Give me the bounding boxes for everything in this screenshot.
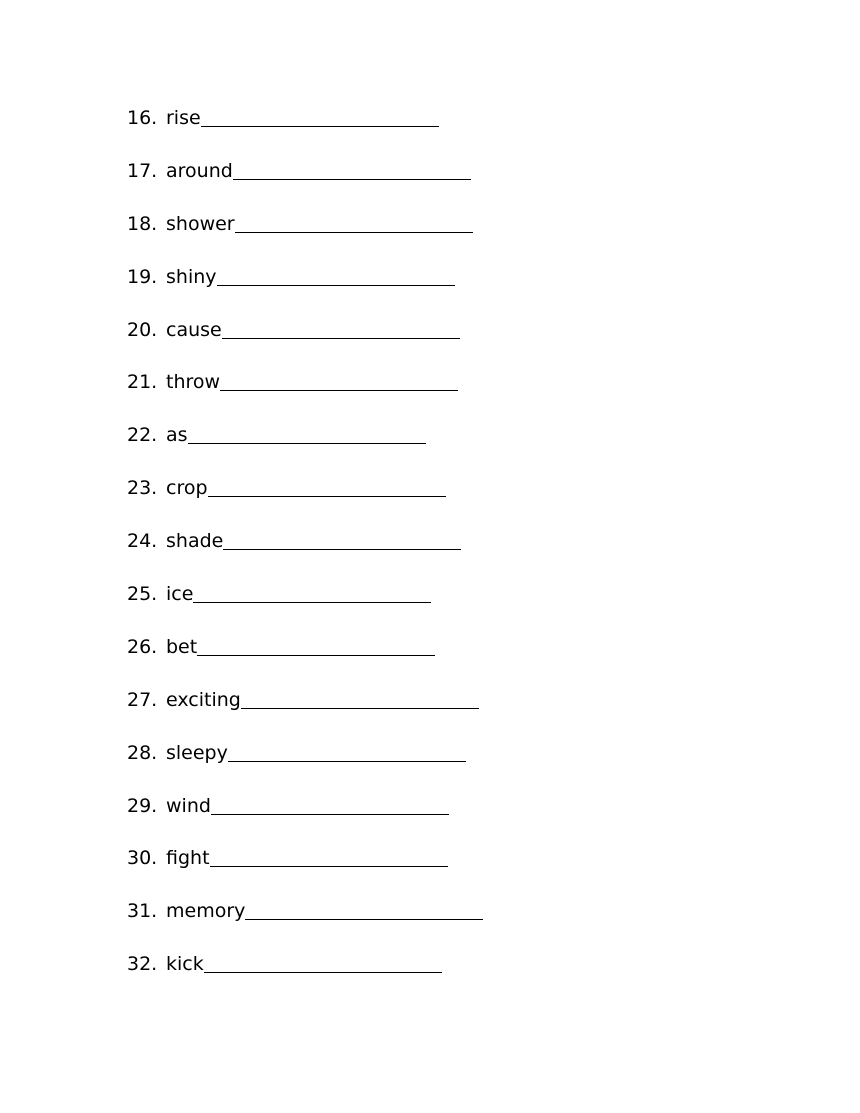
vocabulary-word: exciting <box>166 688 241 711</box>
item-number: 18. <box>127 212 158 235</box>
vocabulary-word: throw <box>166 371 221 394</box>
list-item <box>127 316 827 369</box>
list-item <box>127 792 827 845</box>
answer-blank[interactable] <box>197 633 435 656</box>
vocabulary-word: sleepy <box>166 741 228 764</box>
vocabulary-word: crop <box>166 477 208 500</box>
answer-blank[interactable] <box>220 368 458 391</box>
vocabulary-word: cause <box>166 318 222 341</box>
answer-blank[interactable] <box>235 210 473 233</box>
item-number: 22. <box>127 424 158 447</box>
list-item <box>127 739 827 792</box>
item-number: 29. <box>127 794 158 817</box>
vocabulary-word: shower <box>166 212 235 235</box>
item-number: 27. <box>127 688 158 711</box>
item-number: 17. <box>127 159 158 182</box>
vocabulary-word: rise <box>166 107 201 129</box>
list-item <box>127 844 827 897</box>
answer-blank[interactable] <box>204 950 442 973</box>
answer-blank[interactable] <box>245 897 483 920</box>
list-item <box>127 104 827 157</box>
item-number: 28. <box>127 741 158 764</box>
list-item <box>127 633 827 686</box>
vocabulary-word: memory <box>166 900 246 923</box>
item-number: 31. <box>127 900 158 923</box>
answer-blank[interactable] <box>241 686 479 709</box>
list-item <box>127 580 827 633</box>
answer-blank[interactable] <box>217 263 455 286</box>
list-item <box>127 474 827 527</box>
vocabulary-word: bet <box>166 635 198 658</box>
vocabulary-word: shade <box>166 530 224 553</box>
answer-blank[interactable] <box>228 739 466 762</box>
item-number: 16. <box>127 107 158 129</box>
vocabulary-word: fight <box>166 847 210 870</box>
list-item <box>127 263 827 316</box>
list-item <box>127 686 827 739</box>
answer-blank[interactable] <box>222 316 460 339</box>
item-number: 23. <box>127 477 158 500</box>
item-number: 21. <box>127 371 158 394</box>
answer-blank[interactable] <box>188 421 426 444</box>
list-item <box>127 897 827 950</box>
answer-blank[interactable] <box>208 474 446 497</box>
answer-blank[interactable] <box>223 527 461 550</box>
vocabulary-word: kick <box>166 953 204 976</box>
vocabulary-word: shiny <box>166 265 217 288</box>
answer-blank[interactable] <box>210 844 448 867</box>
list-item <box>127 210 827 263</box>
item-number: 30. <box>127 847 158 870</box>
answer-blank[interactable] <box>211 792 449 815</box>
list-item <box>127 950 827 1003</box>
vocabulary-word: wind <box>166 794 211 817</box>
item-number: 26. <box>127 635 158 658</box>
item-number: 24. <box>127 530 158 553</box>
answer-blank[interactable] <box>233 157 471 180</box>
vocabulary-word: around <box>166 159 233 182</box>
list-item <box>127 157 827 210</box>
item-number: 19. <box>127 265 158 288</box>
vocabulary-word: ice <box>166 583 194 606</box>
answer-blank[interactable] <box>201 104 439 127</box>
vocabulary-list <box>127 104 827 1003</box>
item-number: 25. <box>127 583 158 606</box>
item-number: 20. <box>127 318 158 341</box>
list-item <box>127 527 827 580</box>
answer-blank[interactable] <box>193 580 431 603</box>
vocabulary-word: as <box>166 424 188 447</box>
list-item <box>127 368 827 421</box>
item-number: 32. <box>127 953 158 976</box>
list-item <box>127 421 827 474</box>
